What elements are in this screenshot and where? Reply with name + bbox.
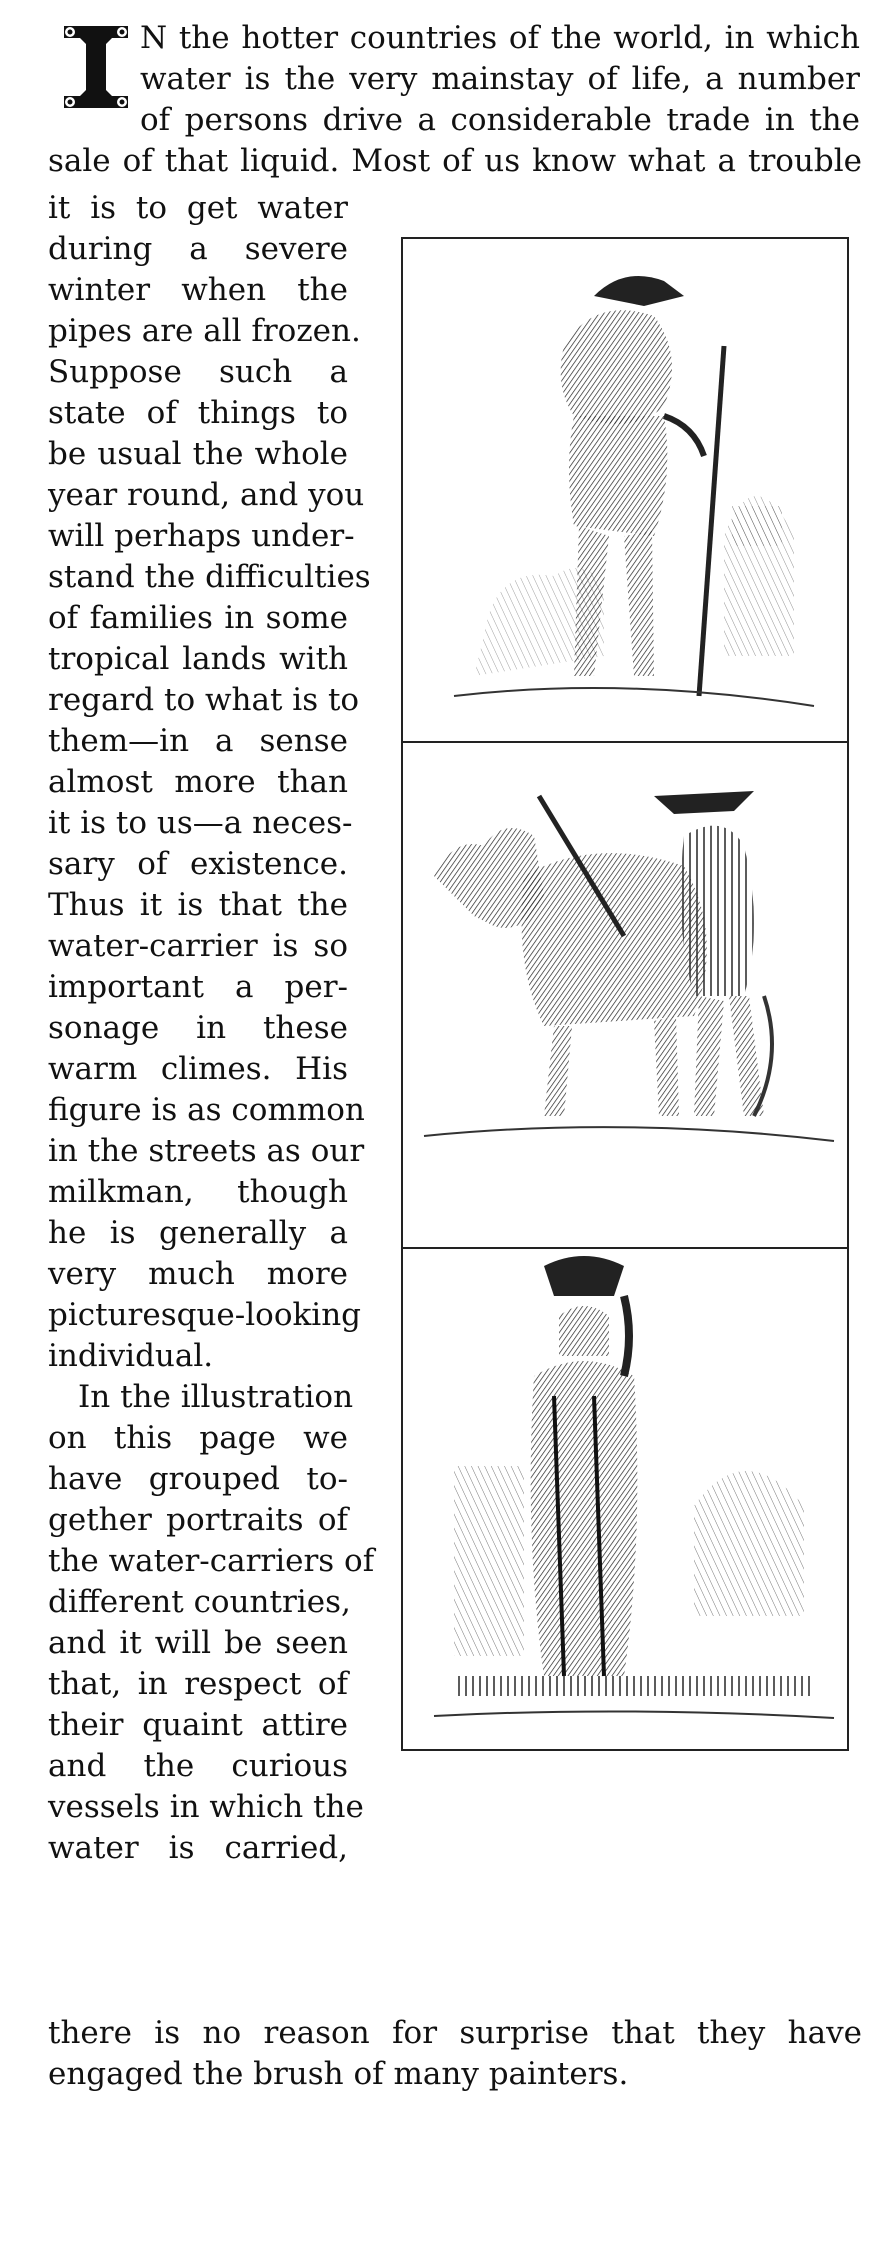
text-line: almost more than [48,764,348,800]
text-line: the water-carriers of [48,1543,375,1579]
text-line: in the streets as our [48,1133,365,1169]
text-line: year round, and you [48,477,365,513]
text-line: water-carrier is so [48,928,348,964]
text-line: he is generally a [48,1215,348,1251]
text-line: be usual the whole [48,436,348,472]
text-line: water is carried, [48,1830,348,1866]
panel-3-engraving [434,1256,834,1718]
text-line: state of things to [48,395,348,431]
text-line: individual. [48,1338,214,1374]
text-line: picturesque-looking [48,1297,361,1333]
text-line: winter when the [48,272,348,308]
panel-2-engraving [424,791,834,1141]
water-carriers-illustration [394,236,856,1756]
text-line: sonage in these [48,1010,348,1046]
text-line: Thus it is that the [48,887,348,923]
text-line: warm climes. His [48,1051,348,1087]
text-line: N the hotter countries of the world, in which [140,20,860,56]
opening-paragraph [140,18,860,141]
narrow-column [48,188,375,1869]
text-line: on this page we [48,1420,348,1456]
panel-1-engraving [454,276,814,706]
text-line: milkman, though [48,1174,348,1210]
text-line: and it will be seen [48,1625,348,1661]
text-line: sary of existence. [48,846,348,882]
text-line: stand the difficulties [48,559,371,595]
bottom-paragraph [48,2013,862,2095]
text-line: of families in some [48,600,348,636]
text-line: it is to us—a neces- [48,805,353,841]
text-line: regard to what is to [48,682,360,718]
text-line: important a per- [48,969,348,1005]
text-line: that, in respect of [48,1666,348,1702]
text-line: their quaint attire [48,1707,348,1743]
text-line: very much more [48,1256,348,1292]
text-line: during a severe [48,231,348,267]
text-line: them—in a sense [48,723,348,759]
text-line: have grouped to- [48,1461,348,1497]
drop-cap [56,22,136,112]
text-line: it is to get water [48,190,348,226]
text-line: engaged the brush of many painters. [48,2056,629,2092]
text-line: sale of that liquid. Most of us know what a trouble [48,143,862,179]
text-line: gether portraits of [48,1502,348,1538]
text-line: there is no reason for surprise that they have [48,2015,862,2051]
text-line: different countries, [48,1584,351,1620]
text-line: In the illustration [78,1379,354,1415]
text-line: of persons drive a considerable trade in the [140,102,860,138]
text-line: Suppose such a [48,354,348,390]
text-line: tropical lands with [48,641,348,677]
text-line: pipes are all frozen. [48,313,361,349]
text-line: figure is as common [48,1092,365,1128]
text-line: vessels in which the [48,1789,364,1825]
text-line: will perhaps under- [48,518,355,554]
text-line: water is the very mainstay of life, a number [140,61,860,97]
full-width-line [48,141,862,182]
text-line: and the curious [48,1748,348,1784]
